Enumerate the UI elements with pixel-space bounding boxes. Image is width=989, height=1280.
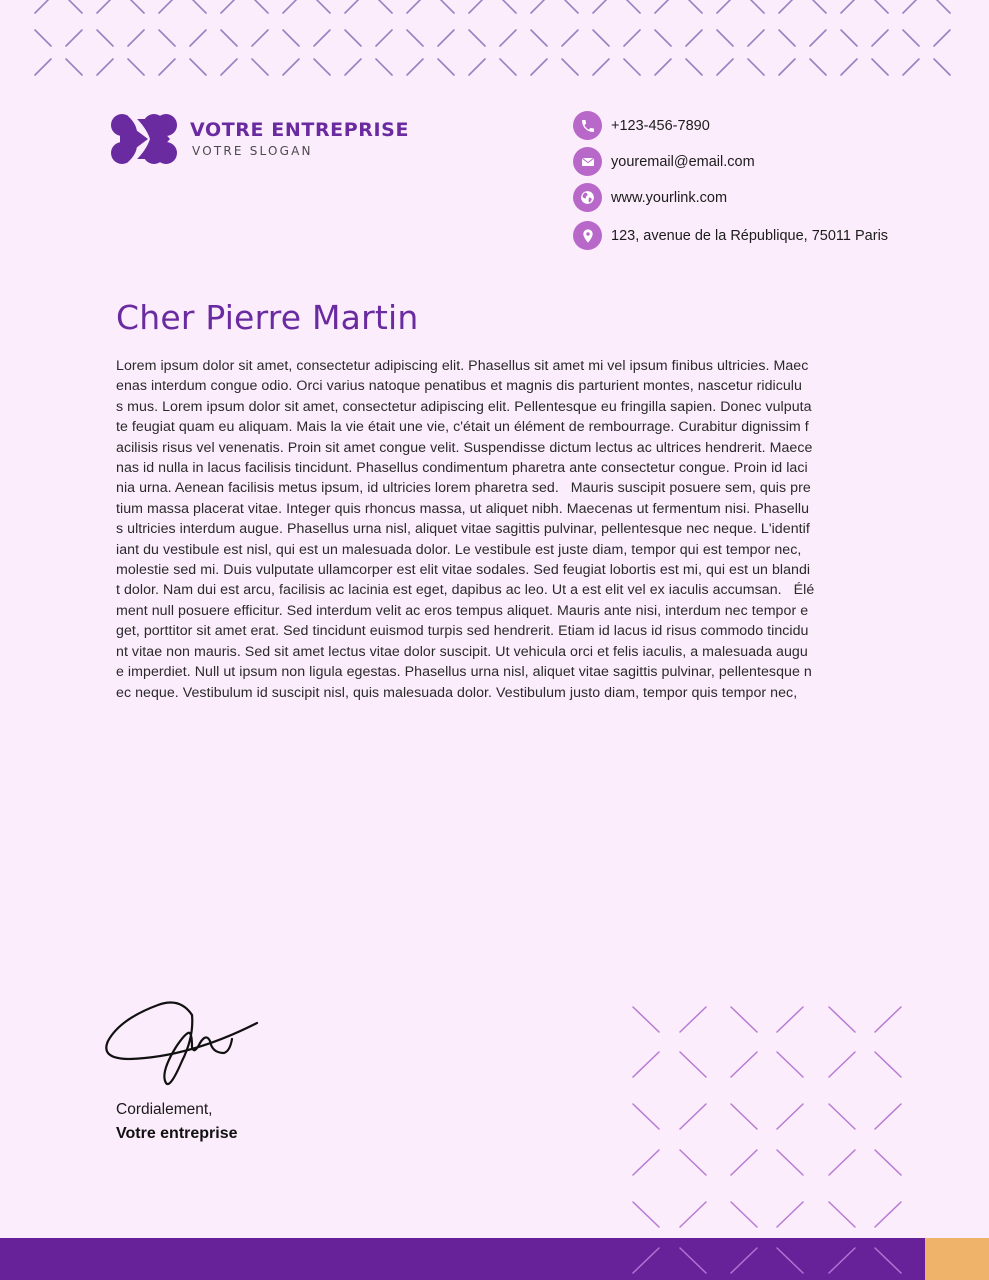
body-line: s mus. Lorem ipsum dolor sit amet, consectetur adipiscing elit. Pellentesque eu fringilla sapien. Donec vulputa (116, 398, 812, 415)
phone-number[interactable]: +123-456-7890 (611, 117, 710, 134)
bottom-decorative-pattern (620, 1000, 920, 1280)
body-line: enas interdum congue odio. Orci varius natoque penatibus et magnis dis parturient montes, nascetur ridiculu (116, 378, 802, 395)
body-line: s ultricies interdum augue. Phasellus urna nisl, aliquet vitae sagittis pulvinar, pellentesque nec neque. L'identif (116, 521, 810, 538)
email-icon (573, 147, 602, 176)
top-decorative-pattern (0, 0, 989, 80)
company-name: VOTRE ENTREPRISE (190, 119, 410, 141)
body-line: t dolor. Nam dui est arcu, facilisis ac lacinia est eget, dapibus ac leo. Ut a est elit vel ex iaculis accumsan. Élé (116, 582, 815, 599)
letter-body (116, 356, 876, 703)
signature-image (100, 995, 265, 1095)
body-line: te feugiat quam eu aliquam. Mais la vie était une vie, c'était un élément de rembourrage. Curabitur dignissim f (116, 419, 809, 436)
location-pin-icon (573, 221, 602, 250)
body-line: ec neque. Vestibulum id suscipit nisl, quis malesuada dolor. Vestibulum justo diam, tempor quis tempor nec, (116, 684, 798, 701)
contact-address (573, 221, 888, 250)
body-line: get, porttitor sit amet erat. Sed tincidunt euismod turpis sed hendrerit. Etiam id lacus id risus commodo tincidu (116, 623, 809, 640)
contact-email (573, 147, 755, 176)
contact-website (573, 183, 727, 212)
body-line: e imperdiet. Null ut ipsum non ligula egestas. Phasellus urna nisl, aliquet vitae sagittis pulvinar, pellentesque n (116, 664, 812, 681)
body-line: acilisis risus vel venenatis. Proin sit amet congue velit. Suspendisse dictum lectus ac ultrices hendrerit. Maece (116, 439, 813, 456)
phone-icon (573, 111, 602, 140)
body-line: tium massa placerat vitae. Integer quis rhoncus massa, ut aliquet nibh. Maecenas ut fermentum nisi. Phasellu (116, 500, 810, 517)
company-logo-icon (110, 113, 178, 165)
globe-icon (573, 183, 602, 212)
website-link[interactable]: www.yourlink.com (611, 189, 728, 206)
postal-address: 123, avenue de la République, 75011 Paris (611, 227, 889, 244)
body-line: nt vitae non mauris. Sed sit amet lectus vitae dolor suscipit. Ut vehicula orci et felis iaculis, a malesuada augu (116, 643, 808, 660)
letter-greeting: Cher Pierre Martin (116, 298, 419, 337)
body-line: iant du vestibule est nisl, qui est un malesuada dolor. Le vestibule est juste diam, tempor qui est tempor nec, (116, 541, 802, 558)
body-line: Lorem ipsum dolor sit amet, consectetur adipiscing elit. Phasellus sit amet mi vel ipsum finibus ultricies. Maec (116, 358, 809, 374)
body-line: nia urna. Aenean facilisis metus ipsum, id ultricies lorem pharetra sed. Mauris suscipit posuere sem, quis pre (116, 480, 811, 497)
signatory-name: Votre entreprise (116, 1125, 238, 1142)
company-slogan: VOTRE SLOGAN (192, 144, 313, 158)
email-address[interactable]: youremail@email.com (611, 153, 755, 170)
body-line: molestie sed mi. Duis vulputate ullamcorper est elit vitae sodales. Sed feugiat lobortis est mi, qui est un blandi (116, 562, 811, 579)
body-line: nas id nulla in lacus facilisis tincidunt. Phasellus condimentum pharetra ante consectetur congue. Proin id laci (116, 460, 808, 477)
footer-accent-block (925, 1238, 989, 1280)
closing-salutation: Cordialement, (116, 1101, 213, 1118)
contact-phone (573, 111, 710, 140)
body-line: ment null posuere efficitur. Sed interdum velit ac eros tempus aliquet. Mauris ante nisi, interdum nec tempor e (116, 602, 809, 619)
